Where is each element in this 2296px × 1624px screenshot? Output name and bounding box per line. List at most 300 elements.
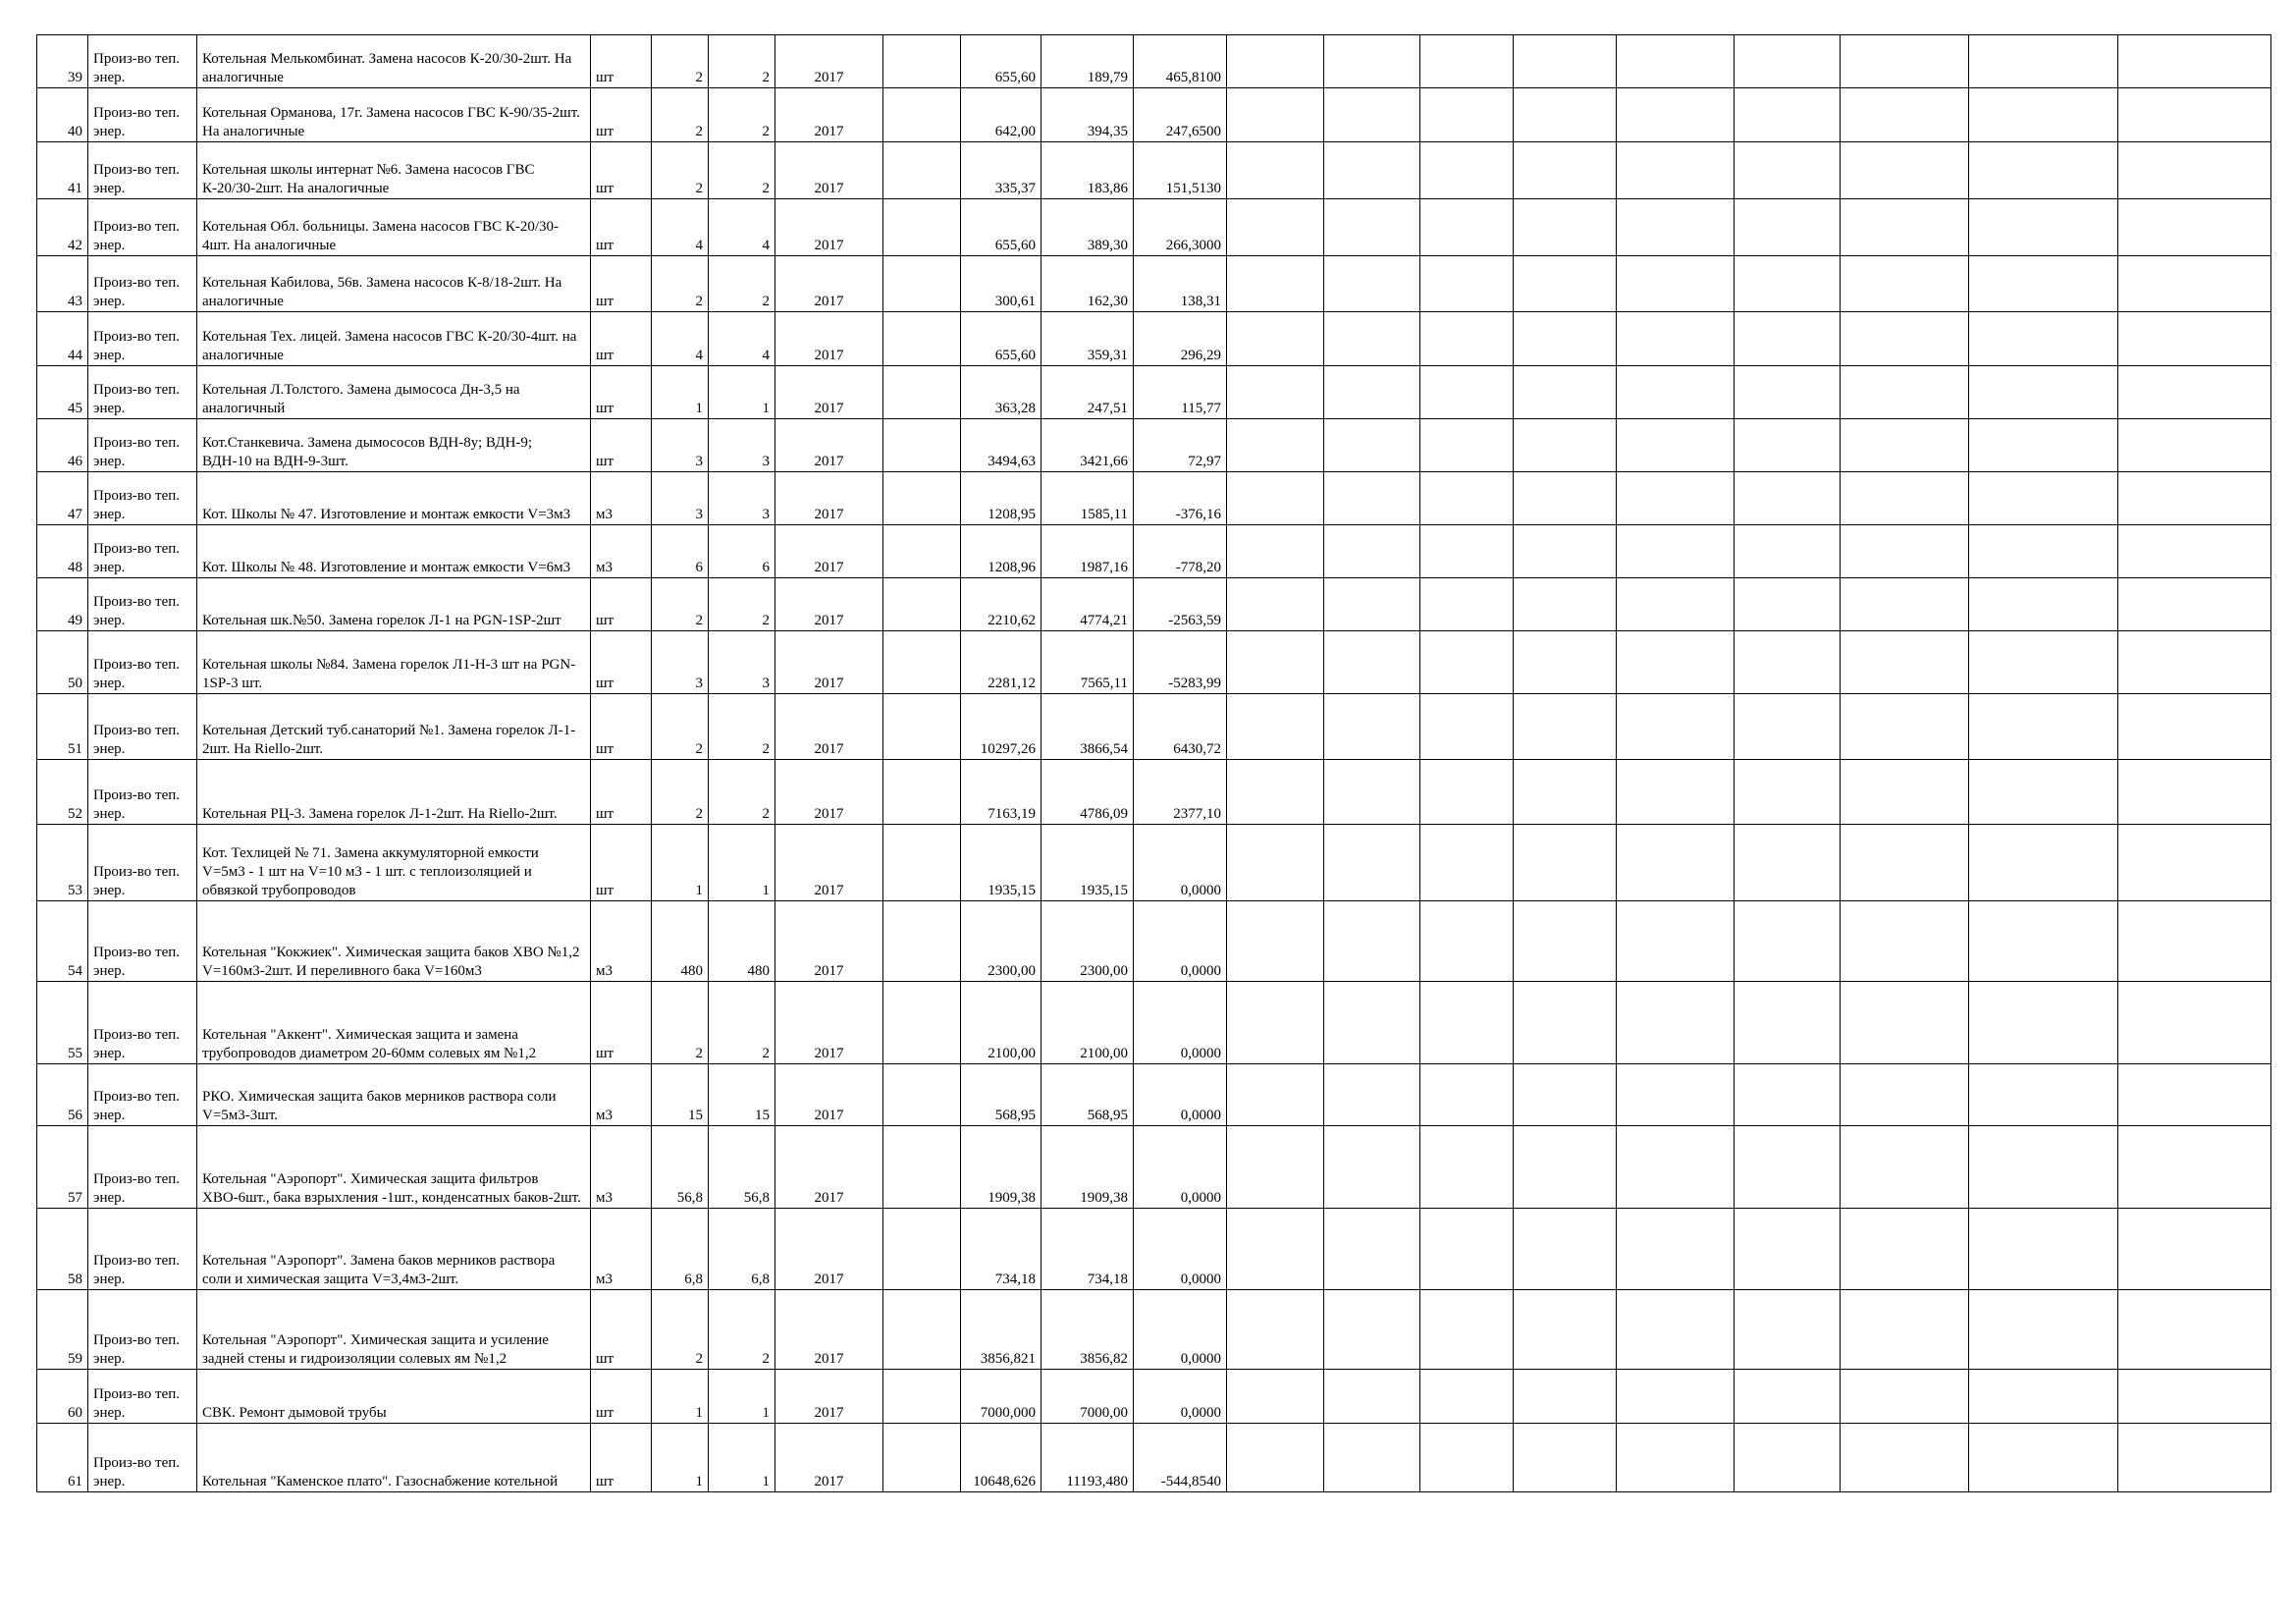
sector-cell: Произ-во теп. энер. <box>88 1290 197 1370</box>
unit-cell: шт <box>591 1370 652 1424</box>
sector-cell: Произ-во теп. энер. <box>88 419 197 472</box>
empty-cell <box>1514 694 1617 760</box>
sector-cell: Произ-во теп. энер. <box>88 1370 197 1424</box>
empty-cell <box>1324 631 1420 694</box>
empty-cell <box>1617 760 1735 825</box>
empty-cell <box>883 825 961 901</box>
empty-cell <box>1841 901 1969 982</box>
year-cell: 2017 <box>775 631 883 694</box>
empty-cell <box>1420 1424 1514 1492</box>
year-cell: 2017 <box>775 35 883 88</box>
row-number: 43 <box>37 256 88 312</box>
unit-cell: шт <box>591 982 652 1064</box>
description-cell: Кот. Школы № 47. Изготовление и монтаж емкости V=3м3 <box>197 472 591 525</box>
deviation-cell: 2377,10 <box>1134 760 1227 825</box>
description-cell: Котельная школы №84. Замена горелок Л1-Н-3 шт на PGN-1SP-3 шт. <box>197 631 591 694</box>
sector-cell: Произ-во теп. энер. <box>88 1126 197 1209</box>
cost-plan-cell: 363,28 <box>961 366 1041 419</box>
quantity-fact-cell: 2 <box>709 982 775 1064</box>
empty-cell <box>1420 1290 1514 1370</box>
empty-cell <box>2118 631 2271 694</box>
description-cell: Котельная "Аэропорт". Химическая защита фильтров ХВО-6шт., бака взрыхления -1шт., конденсатных баков-2шт. <box>197 1126 591 1209</box>
cost-fact-cell: 2300,00 <box>1041 901 1134 982</box>
empty-cell <box>1514 1126 1617 1209</box>
cost-plan-cell: 568,95 <box>961 1064 1041 1126</box>
quantity-fact-cell: 480 <box>709 901 775 982</box>
description-cell: СВК. Ремонт дымовой трубы <box>197 1370 591 1424</box>
description-cell: Котельная Тех. лицей. Замена насосов ГВС К-20/30-4шт. на аналогичные <box>197 312 591 366</box>
unit-cell: шт <box>591 1424 652 1492</box>
empty-cell <box>1969 366 2118 419</box>
year-cell: 2017 <box>775 825 883 901</box>
empty-cell <box>1514 578 1617 631</box>
empty-cell <box>883 88 961 142</box>
empty-cell <box>1420 1209 1514 1290</box>
empty-cell <box>1324 142 1420 199</box>
empty-cell <box>2118 760 2271 825</box>
unit-cell: шт <box>591 1290 652 1370</box>
empty-cell <box>1324 199 1420 256</box>
empty-cell <box>1969 88 2118 142</box>
empty-cell <box>1617 1370 1735 1424</box>
year-cell: 2017 <box>775 199 883 256</box>
empty-cell <box>1420 419 1514 472</box>
sector-cell: Произ-во теп. энер. <box>88 901 197 982</box>
empty-cell <box>1617 982 1735 1064</box>
year-cell: 2017 <box>775 982 883 1064</box>
empty-cell <box>2118 256 2271 312</box>
quantity-plan-cell: 2 <box>652 1290 709 1370</box>
quantity-plan-cell: 4 <box>652 312 709 366</box>
description-cell: Котельная РЦ-3. Замена горелок Л-1-2шт. На Riello-2шт. <box>197 760 591 825</box>
cost-plan-cell: 2100,00 <box>961 982 1041 1064</box>
table-row <box>37 472 2271 525</box>
unit-cell: шт <box>591 88 652 142</box>
unit-cell: шт <box>591 694 652 760</box>
empty-cell <box>1227 1370 1324 1424</box>
empty-cell <box>1841 825 1969 901</box>
quantity-fact-cell: 2 <box>709 142 775 199</box>
deviation-cell: 115,77 <box>1134 366 1227 419</box>
sector-cell: Произ-во теп. энер. <box>88 525 197 578</box>
empty-cell <box>1420 88 1514 142</box>
empty-cell <box>1841 1126 1969 1209</box>
empty-cell <box>1324 312 1420 366</box>
quantity-plan-cell: 1 <box>652 1424 709 1492</box>
row-number: 41 <box>37 142 88 199</box>
year-cell: 2017 <box>775 1126 883 1209</box>
cost-fact-cell: 394,35 <box>1041 88 1134 142</box>
empty-cell <box>1841 142 1969 199</box>
empty-cell <box>2118 1370 2271 1424</box>
sector-cell: Произ-во теп. энер. <box>88 199 197 256</box>
row-number: 58 <box>37 1209 88 1290</box>
empty-cell <box>2118 472 2271 525</box>
empty-cell <box>1420 901 1514 982</box>
quantity-plan-cell: 56,8 <box>652 1126 709 1209</box>
empty-cell <box>1420 631 1514 694</box>
description-cell: Котельная "Аккент". Химическая защита и замена трубопроводов диаметром 20-60мм солевых ям №1,2 <box>197 982 591 1064</box>
cost-fact-cell: 1935,15 <box>1041 825 1134 901</box>
empty-cell <box>1514 631 1617 694</box>
deviation-cell: 0,0000 <box>1134 1370 1227 1424</box>
empty-cell <box>1617 1064 1735 1126</box>
empty-cell <box>883 631 961 694</box>
year-cell: 2017 <box>775 1064 883 1126</box>
empty-cell <box>1514 419 1617 472</box>
empty-cell <box>1969 472 2118 525</box>
empty-cell <box>1420 694 1514 760</box>
empty-cell <box>1735 142 1841 199</box>
unit-cell: шт <box>591 142 652 199</box>
cost-fact-cell: 389,30 <box>1041 199 1134 256</box>
description-cell: Котельная "Каменское плато". Газоснабжение котельной <box>197 1424 591 1492</box>
year-cell: 2017 <box>775 760 883 825</box>
empty-cell <box>2118 901 2271 982</box>
quantity-plan-cell: 2 <box>652 982 709 1064</box>
cost-fact-cell: 4786,09 <box>1041 760 1134 825</box>
deviation-cell: 0,0000 <box>1134 1290 1227 1370</box>
quantity-plan-cell: 2 <box>652 256 709 312</box>
empty-cell <box>1617 1424 1735 1492</box>
empty-cell <box>1227 88 1324 142</box>
row-number: 40 <box>37 88 88 142</box>
cost-plan-cell: 7000,000 <box>961 1370 1041 1424</box>
quantity-fact-cell: 3 <box>709 419 775 472</box>
table-row <box>37 35 2271 88</box>
empty-cell <box>1227 312 1324 366</box>
cost-plan-cell: 655,60 <box>961 312 1041 366</box>
quantity-fact-cell: 1 <box>709 1424 775 1492</box>
empty-cell <box>1969 631 2118 694</box>
empty-cell <box>1735 1209 1841 1290</box>
cost-fact-cell: 4774,21 <box>1041 578 1134 631</box>
cost-plan-cell: 300,61 <box>961 256 1041 312</box>
table-row <box>37 1290 2271 1370</box>
quantity-fact-cell: 15 <box>709 1064 775 1126</box>
unit-cell: шт <box>591 35 652 88</box>
empty-cell <box>1617 631 1735 694</box>
unit-cell: шт <box>591 366 652 419</box>
empty-cell <box>883 694 961 760</box>
quantity-fact-cell: 2 <box>709 1290 775 1370</box>
empty-cell <box>1841 1290 1969 1370</box>
empty-cell <box>2118 366 2271 419</box>
deviation-cell: 6430,72 <box>1134 694 1227 760</box>
year-cell: 2017 <box>775 419 883 472</box>
empty-cell <box>1420 366 1514 419</box>
empty-cell <box>1420 1126 1514 1209</box>
sector-cell: Произ-во теп. энер. <box>88 631 197 694</box>
empty-cell <box>1420 525 1514 578</box>
empty-cell <box>1969 1290 2118 1370</box>
cost-plan-cell: 10297,26 <box>961 694 1041 760</box>
empty-cell <box>1514 199 1617 256</box>
table-row <box>37 256 2271 312</box>
cost-plan-cell: 655,60 <box>961 199 1041 256</box>
row-number: 59 <box>37 1290 88 1370</box>
empty-cell <box>1617 525 1735 578</box>
sector-cell: Произ-во теп. энер. <box>88 35 197 88</box>
empty-cell <box>1324 525 1420 578</box>
empty-cell <box>1324 1370 1420 1424</box>
year-cell: 2017 <box>775 256 883 312</box>
empty-cell <box>1735 1126 1841 1209</box>
empty-cell <box>2118 419 2271 472</box>
quantity-plan-cell: 3 <box>652 419 709 472</box>
quantity-fact-cell: 2 <box>709 35 775 88</box>
row-number: 61 <box>37 1424 88 1492</box>
description-cell: РКО. Химическая защита баков мерников раствора соли V=5м3-3шт. <box>197 1064 591 1126</box>
table-row <box>37 982 2271 1064</box>
sector-cell: Произ-во теп. энер. <box>88 88 197 142</box>
deviation-cell: -2563,59 <box>1134 578 1227 631</box>
table-row <box>37 901 2271 982</box>
empty-cell <box>2118 578 2271 631</box>
description-cell: Котельная "Аэропорт". Химическая защита и усиление задней стены и гидроизоляции солевых ям №1,2 <box>197 1290 591 1370</box>
sector-cell: Произ-во теп. энер. <box>88 982 197 1064</box>
cost-fact-cell: 568,95 <box>1041 1064 1134 1126</box>
quantity-fact-cell: 1 <box>709 366 775 419</box>
empty-cell <box>1969 419 2118 472</box>
description-cell: Котельная Обл. больницы. Замена насосов ГВС К-20/30-4шт. На аналогичные <box>197 199 591 256</box>
empty-cell <box>1514 1424 1617 1492</box>
sector-cell: Произ-во теп. энер. <box>88 472 197 525</box>
empty-cell <box>1514 1064 1617 1126</box>
cost-plan-cell: 655,60 <box>961 35 1041 88</box>
row-number: 55 <box>37 982 88 1064</box>
empty-cell <box>1969 694 2118 760</box>
empty-cell <box>1735 760 1841 825</box>
table-row <box>37 199 2271 256</box>
empty-cell <box>1227 982 1324 1064</box>
cost-plan-cell: 1909,38 <box>961 1126 1041 1209</box>
year-cell: 2017 <box>775 578 883 631</box>
empty-cell <box>1969 760 2118 825</box>
empty-cell <box>2118 525 2271 578</box>
year-cell: 2017 <box>775 142 883 199</box>
empty-cell <box>1969 901 2118 982</box>
cost-fact-cell: 183,86 <box>1041 142 1134 199</box>
empty-cell <box>1324 760 1420 825</box>
quantity-fact-cell: 2 <box>709 760 775 825</box>
empty-cell <box>1514 312 1617 366</box>
empty-cell <box>1617 578 1735 631</box>
quantity-plan-cell: 15 <box>652 1064 709 1126</box>
description-cell: Котельная школы интернат №6. Замена насосов ГВС К-20/30-2шт. На аналогичные <box>197 142 591 199</box>
empty-cell <box>1324 88 1420 142</box>
unit-cell: м3 <box>591 1064 652 1126</box>
empty-cell <box>1227 1209 1324 1290</box>
unit-cell: шт <box>591 256 652 312</box>
cost-fact-cell: 734,18 <box>1041 1209 1134 1290</box>
empty-cell <box>1617 419 1735 472</box>
empty-cell <box>1969 525 2118 578</box>
table-row <box>37 312 2271 366</box>
year-cell: 2017 <box>775 1209 883 1290</box>
empty-cell <box>1841 1370 1969 1424</box>
deviation-cell: 151,5130 <box>1134 142 1227 199</box>
quantity-fact-cell: 6 <box>709 525 775 578</box>
quantity-plan-cell: 2 <box>652 760 709 825</box>
cost-fact-cell: 162,30 <box>1041 256 1134 312</box>
empty-cell <box>1420 35 1514 88</box>
empty-cell <box>1227 631 1324 694</box>
empty-cell <box>1841 256 1969 312</box>
description-cell: Котельная Л.Толстого. Замена дымососа Дн-3,5 на аналогичный <box>197 366 591 419</box>
table-row <box>37 525 2271 578</box>
cost-plan-cell: 7163,19 <box>961 760 1041 825</box>
empty-cell <box>1420 1370 1514 1424</box>
row-number: 57 <box>37 1126 88 1209</box>
empty-cell <box>883 419 961 472</box>
table-row <box>37 694 2271 760</box>
empty-cell <box>1735 901 1841 982</box>
empty-cell <box>1841 88 1969 142</box>
quantity-plan-cell: 1 <box>652 366 709 419</box>
empty-cell <box>1617 1209 1735 1290</box>
quantity-plan-cell: 2 <box>652 88 709 142</box>
empty-cell <box>1735 631 1841 694</box>
empty-cell <box>1324 472 1420 525</box>
empty-cell <box>1324 694 1420 760</box>
empty-cell <box>1227 825 1324 901</box>
empty-cell <box>1324 256 1420 312</box>
unit-cell: шт <box>591 760 652 825</box>
empty-cell <box>1617 825 1735 901</box>
empty-cell <box>1735 35 1841 88</box>
empty-cell <box>1735 1064 1841 1126</box>
empty-cell <box>1514 825 1617 901</box>
empty-cell <box>1841 472 1969 525</box>
empty-cell <box>1324 419 1420 472</box>
investment-table <box>36 34 2271 1492</box>
year-cell: 2017 <box>775 1290 883 1370</box>
empty-cell <box>1841 419 1969 472</box>
description-cell: Котельная "Аэропорт". Замена баков мерников раствора соли и химическая защита V=3,4м3-2шт. <box>197 1209 591 1290</box>
empty-cell <box>883 142 961 199</box>
empty-cell <box>883 1064 961 1126</box>
empty-cell <box>2118 1126 2271 1209</box>
empty-cell <box>1617 256 1735 312</box>
unit-cell: шт <box>591 578 652 631</box>
empty-cell <box>1324 982 1420 1064</box>
empty-cell <box>1735 694 1841 760</box>
empty-cell <box>1617 1126 1735 1209</box>
row-number: 47 <box>37 472 88 525</box>
cost-fact-cell: 3856,82 <box>1041 1290 1134 1370</box>
cost-plan-cell: 10648,626 <box>961 1424 1041 1492</box>
empty-cell <box>1735 982 1841 1064</box>
deviation-cell: -376,16 <box>1134 472 1227 525</box>
quantity-fact-cell: 56,8 <box>709 1126 775 1209</box>
empty-cell <box>1735 525 1841 578</box>
empty-cell <box>1227 901 1324 982</box>
deviation-cell: 0,0000 <box>1134 901 1227 982</box>
empty-cell <box>1969 35 2118 88</box>
table-body <box>37 35 2271 1492</box>
sector-cell: Произ-во теп. энер. <box>88 1424 197 1492</box>
empty-cell <box>1324 578 1420 631</box>
empty-cell <box>1514 256 1617 312</box>
empty-cell <box>1735 578 1841 631</box>
empty-cell <box>1841 35 1969 88</box>
empty-cell <box>1969 312 2118 366</box>
year-cell: 2017 <box>775 472 883 525</box>
row-number: 56 <box>37 1064 88 1126</box>
empty-cell <box>1841 199 1969 256</box>
table-row <box>37 1424 2271 1492</box>
description-cell: Котельная Детский туб.санаторий №1. Замена горелок Л-1-2шт. На Riello-2шт. <box>197 694 591 760</box>
row-number: 60 <box>37 1370 88 1424</box>
empty-cell <box>1514 1370 1617 1424</box>
cost-fact-cell: 247,51 <box>1041 366 1134 419</box>
empty-cell <box>1617 366 1735 419</box>
empty-cell <box>1735 366 1841 419</box>
table-row <box>37 419 2271 472</box>
description-cell: Котельная Орманова, 17г. Замена насосов ГВС К-90/35-2шт. На аналогичные <box>197 88 591 142</box>
quantity-plan-cell: 2 <box>652 578 709 631</box>
year-cell: 2017 <box>775 366 883 419</box>
empty-cell <box>1735 199 1841 256</box>
description-cell: Котельная "Кокжиек". Химическая защита баков ХВО №1,2 V=160м3-2шт. И переливного бака V=160м3 <box>197 901 591 982</box>
sector-cell: Произ-во теп. энер. <box>88 1209 197 1290</box>
empty-cell <box>883 199 961 256</box>
empty-cell <box>2118 1290 2271 1370</box>
unit-cell: шт <box>591 199 652 256</box>
empty-cell <box>2118 694 2271 760</box>
empty-cell <box>1969 142 2118 199</box>
empty-cell <box>2118 35 2271 88</box>
empty-cell <box>883 312 961 366</box>
empty-cell <box>883 1209 961 1290</box>
empty-cell <box>1841 312 1969 366</box>
empty-cell <box>883 1126 961 1209</box>
cost-plan-cell: 642,00 <box>961 88 1041 142</box>
unit-cell: шт <box>591 312 652 366</box>
year-cell: 2017 <box>775 901 883 982</box>
quantity-plan-cell: 6,8 <box>652 1209 709 1290</box>
cost-plan-cell: 2210,62 <box>961 578 1041 631</box>
empty-cell <box>1227 578 1324 631</box>
empty-cell <box>1969 199 2118 256</box>
cost-plan-cell: 1208,95 <box>961 472 1041 525</box>
empty-cell <box>1227 256 1324 312</box>
empty-cell <box>2118 825 2271 901</box>
empty-cell <box>1227 525 1324 578</box>
empty-cell <box>1969 578 2118 631</box>
cost-plan-cell: 1935,15 <box>961 825 1041 901</box>
cost-plan-cell: 734,18 <box>961 1209 1041 1290</box>
row-number: 52 <box>37 760 88 825</box>
description-cell: Кот. Школы № 48. Изготовление и монтаж емкости V=6м3 <box>197 525 591 578</box>
deviation-cell: 0,0000 <box>1134 982 1227 1064</box>
empty-cell <box>1324 366 1420 419</box>
empty-cell <box>1227 35 1324 88</box>
empty-cell <box>1617 88 1735 142</box>
sector-cell: Произ-во теп. энер. <box>88 1064 197 1126</box>
empty-cell <box>2118 88 2271 142</box>
quantity-plan-cell: 1 <box>652 825 709 901</box>
empty-cell <box>1969 1064 2118 1126</box>
empty-cell <box>1324 35 1420 88</box>
empty-cell <box>1514 366 1617 419</box>
unit-cell: м3 <box>591 901 652 982</box>
cost-fact-cell: 3421,66 <box>1041 419 1134 472</box>
deviation-cell: 465,8100 <box>1134 35 1227 88</box>
table-row <box>37 760 2271 825</box>
unit-cell: шт <box>591 825 652 901</box>
